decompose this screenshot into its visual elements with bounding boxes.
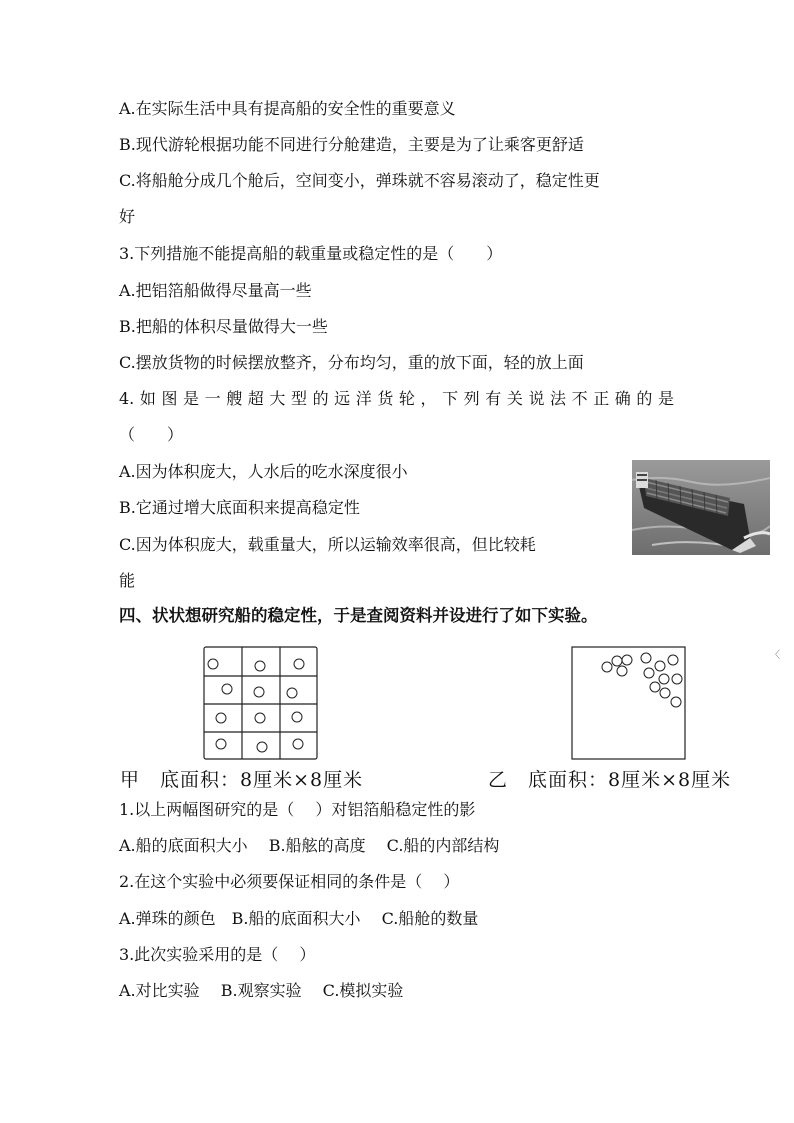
caption-yi: 乙 底面积：8厘米×8厘米 [488,769,732,791]
q4-option-b: B.它通过增大底面积来提高稳定性 [119,498,360,517]
q3-stem: 3.下列措施不能提高船的载重量或稳定性的是（ ） [119,244,503,263]
q4-stem: 4.如图是一艘超大型的远洋货轮，下列有关说法不正确的是 [119,389,674,408]
q4-option-c-cont: 能 [119,571,136,590]
q3-option-b: B.把船的体积尽量做得大一些 [119,317,328,336]
q3-option-a: A.把铝箔船做得尽量高一些 [119,281,312,300]
q2-option-b: B.现代游轮根据功能不同进行分舱建造，主要是为了让乘客更舒适 [119,135,584,154]
s4-q1-stem: 1.以上两幅图研究的是（ ）对铝箔船稳定性的影 [119,800,476,819]
s4-q3-stem: 3.此次实验采用的是（ ） [119,945,316,964]
figure-jia-grid [200,644,322,762]
q4-option-c: C.因为体积庞大，载重量大，所以运输效率很高，但比较耗 [119,535,536,554]
figure-yi-single-hold [569,644,689,762]
stray-mark: 〈 [770,650,780,661]
q2-option-a: A.在实际生活中具有提高船的安全性的重要意义 [119,99,456,118]
s4-q1-options: A.船的底面积大小 B.船舷的高度 C.船的内部结构 [119,836,500,855]
cargo-ship-photo-icon [632,460,770,555]
q2-option-c: C.将船舱分成几个舱后，空间变小，弹珠就不容易滚动了，稳定性更 [119,171,600,190]
q4-stem-cont: （ ） [119,425,184,444]
s4-q2-stem: 2.在这个实验中必须要保证相同的条件是（ ） [119,872,460,891]
q3-option-c: C.摆放货物的时候摆放整齐，分布均匀，重的放下面，轻的放上面 [119,353,584,372]
caption-jia: 甲 底面积：8厘米×8厘米 [120,769,364,791]
s4-q3-options: A.对比实验 B.观察实验 C.模拟实验 [119,981,404,1000]
q4-option-a: A.因为体积庞大，人水后的吃水深度很小 [119,462,408,481]
s4-q2-options: A.弹珠的颜色 B.船的底面积大小 C.船舱的数量 [119,909,479,928]
q2-option-c-cont: 好 [119,207,136,226]
section-heading: 四、状状想研究船的稳定性，于是查阅资料并设进行了如下实验。 [119,606,598,625]
